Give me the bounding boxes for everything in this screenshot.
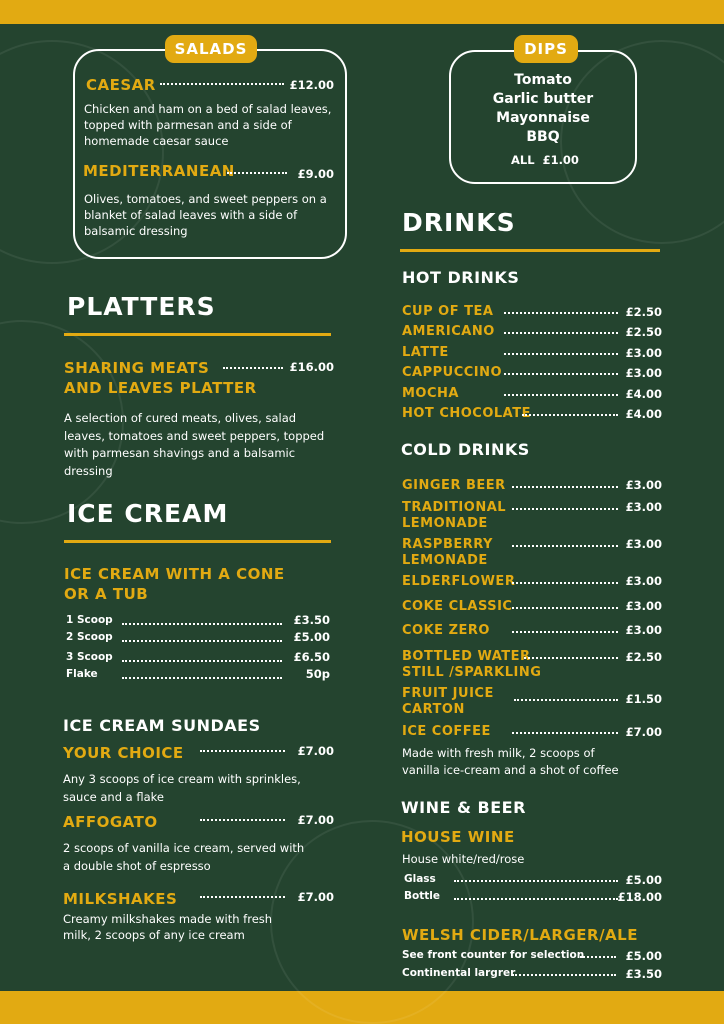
welsh-item-price: £5.00 [625, 949, 662, 963]
wine-item-price: £18.00 [617, 890, 662, 904]
dot-leader [512, 732, 618, 734]
dot-leader [514, 699, 618, 701]
drink-price: £4.00 [625, 407, 662, 421]
sundae-name: AFFOGATO [63, 813, 158, 831]
wine-item-name: Bottle [404, 890, 440, 902]
drink-name: BOTTLED WATER [402, 649, 531, 664]
platters-rule [64, 333, 331, 336]
drink-name: GINGER BEER [402, 478, 506, 493]
top-bar [0, 0, 724, 24]
salad-price: £9.00 [297, 167, 334, 181]
drink-name: COKE ZERO [402, 623, 490, 638]
platter-name-line1: SHARING MEATS [64, 359, 210, 377]
dot-leader [122, 640, 282, 642]
dot-leader [200, 750, 285, 752]
drink-name: MOCHA [402, 386, 459, 401]
wine-item-price: £5.00 [625, 873, 662, 887]
drink-price: £2.50 [625, 650, 662, 664]
sundae-desc: Creamy milkshakes made with fresh milk, 2 scoops of any ice cream [63, 912, 273, 942]
cone-item-name: Flake [66, 668, 98, 680]
dip-item: Garlic butter [492, 91, 594, 107]
dot-leader [512, 974, 616, 976]
drink-price: £4.00 [625, 387, 662, 401]
cone-heading-line1: ICE CREAM WITH A CONE [64, 565, 285, 583]
dot-leader [522, 414, 618, 416]
hot-drinks-heading: HOT DRINKS [402, 268, 520, 287]
drink-name-line2: LEMONADE [402, 516, 488, 531]
salad-desc: Chicken and ham on a bed of salad leaves, topped with parmesan and a side of homemade caesar sauce [84, 102, 332, 148]
dot-leader [200, 819, 285, 821]
dips-title: DIPS [514, 35, 578, 63]
drinks-heading: DRINKS [402, 208, 516, 237]
dot-leader [122, 623, 282, 625]
ice-coffee-desc: Made with fresh milk, 2 scoops of vanilla ice-cream and a shot of coffee [402, 746, 619, 777]
dot-leader [504, 394, 618, 396]
welsh-heading: WELSH CIDER/LARGER/ALE [402, 926, 638, 944]
cone-item-price: £3.50 [293, 613, 330, 627]
drink-name-line2: LEMONADE [402, 553, 488, 568]
cone-item-name: 1 Scoop [66, 614, 113, 626]
drink-price: £3.00 [625, 537, 662, 551]
drink-name: LATTE [402, 345, 449, 360]
platter-desc: A selection of cured meats, olives, salad leaves, tomatoes and sweet peppers, topped with parmesan shavings and a balsamic dressing [64, 411, 325, 478]
dot-leader [512, 508, 618, 510]
dot-leader [504, 312, 618, 314]
dips-price: ALL £1.00 [511, 153, 579, 167]
cone-item-price: £5.00 [293, 630, 330, 644]
drink-price: £2.50 [625, 305, 662, 319]
sundae-price: £7.00 [297, 813, 334, 827]
drink-price: £3.00 [625, 599, 662, 613]
drink-name: RASPBERRY [402, 537, 493, 552]
drink-name: TRADITIONAL [402, 500, 507, 515]
dot-leader [504, 353, 618, 355]
welsh-item-price: £3.50 [625, 967, 662, 981]
drink-price: £3.00 [625, 574, 662, 588]
drink-name: HOT CHOCOLATE [402, 406, 531, 421]
sundae-desc: 2 scoops of vanilla ice cream, served with a double shot of espresso [63, 841, 305, 873]
cold-drinks-heading: COLD DRINKS [401, 440, 530, 459]
drink-name: ELDERFLOWER [402, 574, 516, 589]
cone-item-name: 3 Scoop [66, 651, 113, 663]
wine-beer-heading: WINE & BEER [401, 798, 526, 817]
salad-name: MEDITERRANEAN [83, 162, 235, 180]
drink-price: £3.00 [625, 346, 662, 360]
drink-name: FRUIT JUICE [402, 686, 494, 701]
drink-price: £3.00 [625, 366, 662, 380]
drink-price: £1.50 [625, 692, 662, 706]
dot-leader [122, 677, 282, 679]
dot-leader [504, 332, 618, 334]
sundae-price: £7.00 [297, 890, 334, 904]
dot-leader [227, 172, 287, 174]
salads-title: SALADS [165, 35, 257, 63]
drink-name: AMERICANO [402, 324, 495, 339]
sundae-name: YOUR CHOICE [63, 744, 184, 762]
cone-heading-line2: OR A TUB [64, 585, 149, 603]
house-wine-heading: HOUSE WINE [401, 828, 515, 846]
salad-desc: Olives, tomatoes, and sweet peppers on a blanket of salad leaves with a side of balsamic dressing [84, 192, 327, 238]
dot-leader [512, 486, 618, 488]
drink-price: £3.00 [625, 478, 662, 492]
drink-name-line2: CARTON [402, 702, 465, 717]
dot-leader [580, 956, 616, 958]
drink-name: ICE COFFEE [402, 724, 491, 739]
dot-leader [122, 660, 282, 662]
ice-cream-rule [64, 540, 331, 543]
drink-name: CUP OF TEA [402, 304, 494, 319]
drinks-rule [400, 249, 660, 252]
platter-price: £16.00 [289, 360, 334, 374]
drink-name: COKE CLASSIC [402, 599, 513, 614]
sundae-desc: Any 3 scoops of ice cream with sprinkles, sauce and a flake [63, 772, 301, 804]
drink-name: CAPPUCCINO [402, 365, 503, 380]
dot-leader [512, 607, 618, 609]
cone-item-price: £6.50 [293, 650, 330, 664]
welsh-item-name: See front counter for selection [402, 949, 585, 961]
ice-cream-heading: ICE CREAM [67, 499, 229, 528]
cone-item-price: 50p [305, 667, 330, 681]
dot-leader [200, 896, 285, 898]
dip-item: Tomato [514, 72, 572, 88]
dot-leader [504, 373, 618, 375]
drink-name-line2: STILL /SPARKLING [402, 665, 542, 680]
sundaes-heading: ICE CREAM SUNDAES [63, 716, 261, 735]
salad-name: CAESAR [86, 76, 156, 94]
dip-item: BBQ [526, 129, 560, 145]
dot-leader [524, 657, 618, 659]
dot-leader [160, 83, 284, 85]
drink-price: £2.50 [625, 325, 662, 339]
wine-item-name: Glass [404, 873, 436, 885]
drink-price: £7.00 [625, 725, 662, 739]
house-wine-desc: House white/red/rose [402, 852, 525, 866]
sundae-price: £7.00 [297, 744, 334, 758]
dot-leader [512, 582, 618, 584]
drink-price: £3.00 [625, 500, 662, 514]
salad-price: £12.00 [289, 78, 334, 92]
cone-item-name: 2 Scoop [66, 631, 113, 643]
platters-heading: PLATTERS [67, 292, 216, 321]
dip-item: Mayonnaise [496, 110, 590, 126]
sundae-name: MILKSHAKES [63, 890, 178, 908]
dot-leader [454, 880, 618, 882]
dot-leader [454, 898, 618, 900]
welsh-item-name: Continental largrer [402, 967, 516, 979]
dot-leader [512, 631, 618, 633]
platter-name-line2: AND LEAVES PLATTER [64, 379, 257, 397]
dot-leader [512, 545, 618, 547]
drink-price: £3.00 [625, 623, 662, 637]
dot-leader [223, 367, 283, 369]
